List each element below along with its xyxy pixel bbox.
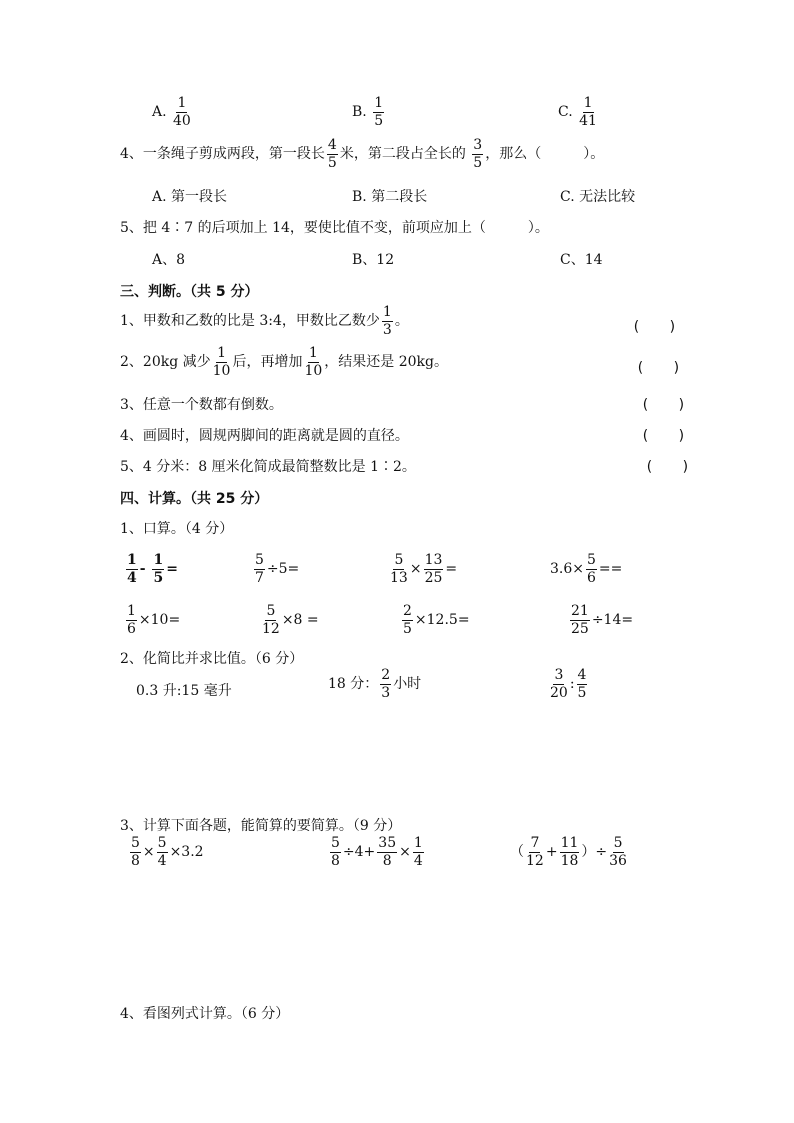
mental-expr-5: $\frac{1}{6}$ ×10= <box>127 603 181 637</box>
q3-option-c <box>558 96 599 128</box>
judge-item-2-fraction-2: $\frac{1}{10}$ <box>304 345 323 379</box>
q3-option-b-fraction: $\frac{1}{5}$ <box>374 95 384 129</box>
q5-option-b: B、12 <box>352 252 395 268</box>
q4-option-a: A. 第一段长 <box>152 189 228 205</box>
judge-item-4: 4、画圆时，圆规两脚间的距离就是圆的直径。 <box>120 428 409 444</box>
q4-option-b: B. 第二段长 <box>352 189 428 205</box>
judge-item-2 <box>120 346 448 378</box>
q4-text-3: ，那么（ ）。 <box>485 146 605 163</box>
judge-item-2-answer[interactable]: ( ) <box>636 360 681 376</box>
q3-option-a-label: A. <box>152 104 167 121</box>
mental-expr-4: 3.6× $\frac{5}{6}$ == <box>550 552 623 586</box>
part-2-title: 2、化简比并求比值。（6 分） <box>120 651 304 667</box>
judge-item-3: 3、任意一个数都有倒数。 <box>120 397 283 413</box>
mental-expr-3: $\frac{5}{13}$ × $\frac{13}{25}$ = <box>390 552 458 586</box>
judge-item-5-answer[interactable]: ( ) <box>645 459 690 475</box>
judge-item-1-answer[interactable]: ( ) <box>632 319 677 335</box>
q3-option-a-fraction: $\frac{1}{40}$ <box>173 95 191 129</box>
q4-option-c: C. 无法比较 <box>560 189 636 205</box>
q3-option-b-label: B. <box>352 104 367 121</box>
q5-option-c: C、14 <box>560 252 603 268</box>
q5-option-a: A、8 <box>152 252 186 268</box>
mental-expr-6: $\frac{5}{12}$ ×8 = <box>262 603 319 637</box>
q4-text-2: 米，第二段占全长的 <box>339 146 466 163</box>
mental-expr-7: $\frac{2}{5}$ ×12.5= <box>403 603 470 637</box>
judge-item-2-text-3: ，结果还是 20kg。 <box>324 354 448 371</box>
judge-item-2-fraction-1: $\frac{1}{10}$ <box>212 345 231 379</box>
mental-expr-8: $\frac{21}{25}$ ÷14= <box>571 603 634 637</box>
judge-item-2-text-1: 2、20kg 减少 <box>120 354 211 371</box>
mental-expr-1: $\frac{1}{4}$ - $\frac{1}{5}$ = <box>127 552 178 586</box>
judge-item-1-fraction: $\frac{1}{3}$ <box>382 304 392 338</box>
judge-item-1-text: 1、甲数和乙数的比是 3:4，甲数比乙数少 <box>120 313 380 330</box>
ratio-expr-2: 18 分： $\frac{2}{3}$ 小时 <box>328 667 422 701</box>
mental-expr-2: $\frac{5}{7}$ ÷5= <box>255 552 300 586</box>
judge-item-1-end: 。 <box>394 313 409 330</box>
judge-item-4-answer[interactable]: ( ) <box>641 428 686 444</box>
q3-option-c-label: C. <box>558 104 573 121</box>
q4-fraction-1: $\frac{4}{5}$ <box>327 137 337 171</box>
q3-option-a <box>152 96 193 128</box>
part-1-title: 1、口算。（4 分） <box>120 521 234 537</box>
calc-expr-1: $\frac{5}{8}$ × $\frac{5}{4}$ ×3.2 <box>131 835 204 869</box>
judge-item-2-text-2: 后，再增加 <box>232 354 303 371</box>
q4-text-1: 4、一条绳子剪成两段，第一段长 <box>120 146 325 163</box>
q4-fraction-2: $\frac{3}{5}$ <box>473 137 483 171</box>
q3-option-b <box>352 96 386 128</box>
section-3-title: 三、判断。（共 5 分） <box>120 284 259 300</box>
calc-expr-2: $\frac{5}{8}$ ÷4+ $\frac{35}{8}$ × $\frac{1}{4}$ <box>331 835 423 869</box>
q4-question <box>120 138 604 170</box>
q3-option-c-fraction: $\frac{1}{41}$ <box>579 95 597 129</box>
part-4-title: 4、看图列式计算。（6 分） <box>120 1006 290 1022</box>
judge-item-1 <box>120 305 409 337</box>
section-4-title: 四、计算。（共 25 分） <box>120 491 269 507</box>
ratio-expr-1: 0.3 升:15 毫升 <box>136 683 232 699</box>
judge-item-5: 5、4 分米：8 厘米化简成最简整数比是 1∶2。 <box>120 459 416 475</box>
calc-expr-3: （ $\frac{7}{12}$ + $\frac{11}{18}$ ）÷ $\frac{5}{36}$ <box>510 835 627 869</box>
q5-question: 5、把 4∶7 的后项加上 14，要使比值不变，前项应加上（ ）。 <box>120 220 549 236</box>
ratio-expr-3: $\frac{3}{20}$ : $\frac{4}{5}$ <box>550 667 587 701</box>
judge-item-3-answer[interactable]: ( ) <box>641 397 686 413</box>
part-3-title: 3、计算下面各题，能简算的要简算。（9 分） <box>120 818 402 834</box>
